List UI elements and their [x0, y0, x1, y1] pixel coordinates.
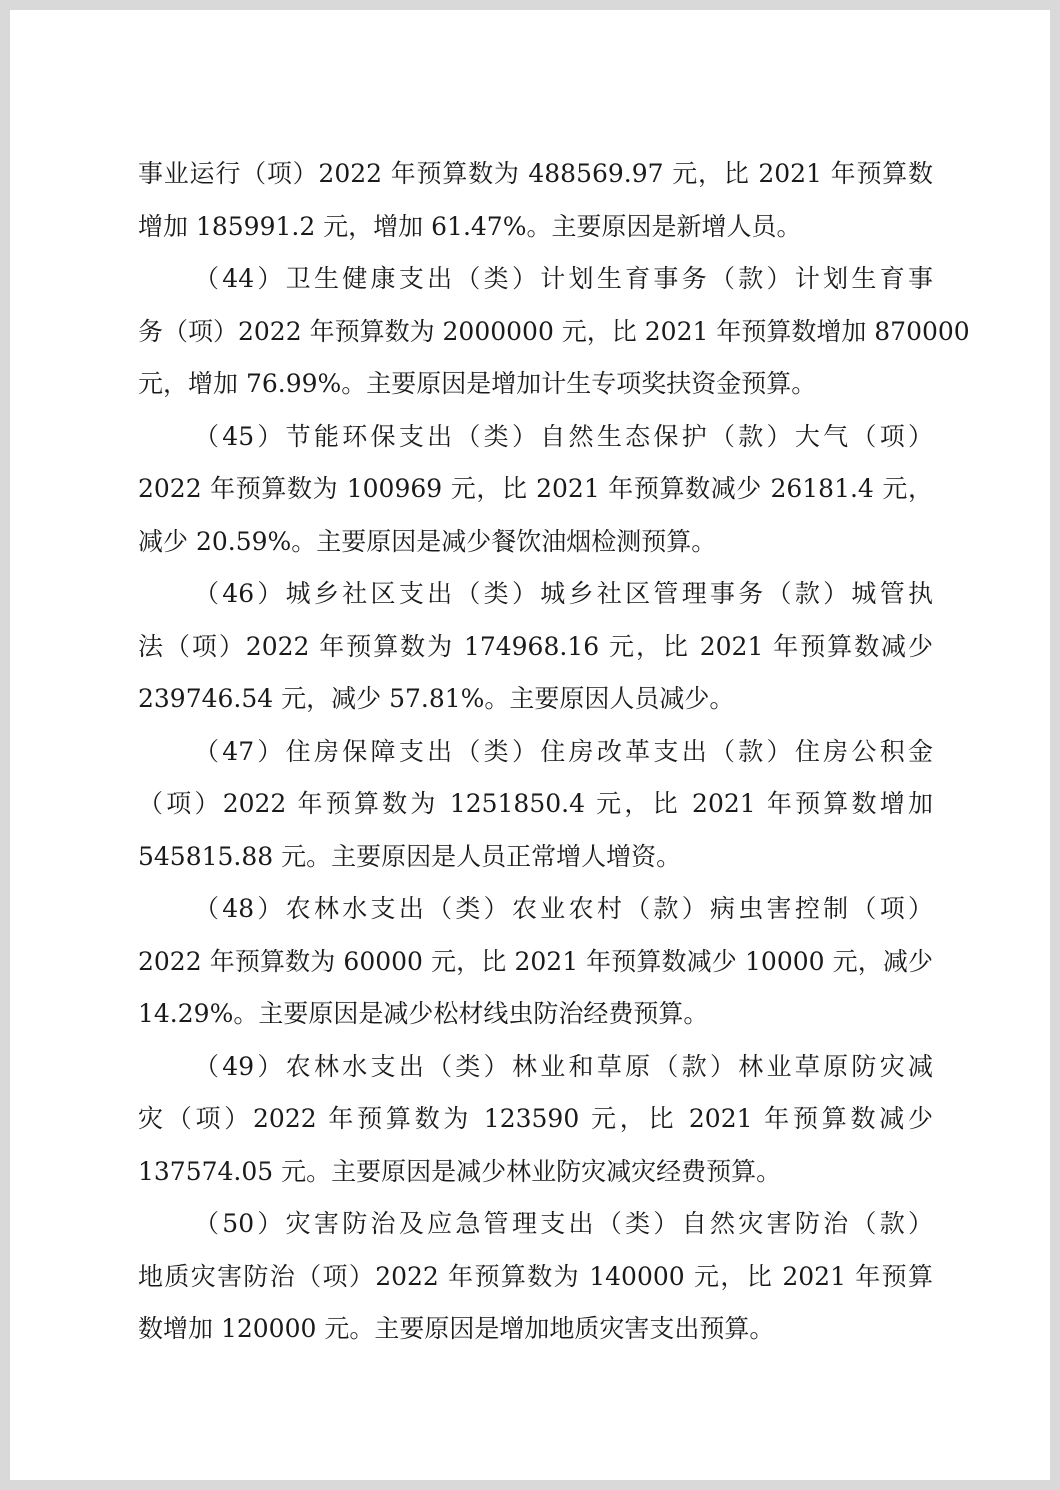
paragraph-46: [138, 568, 933, 726]
paragraph-47: [138, 726, 933, 884]
paragraph-45: [138, 411, 933, 569]
paragraph-43-continued: [138, 148, 933, 253]
text-line: 2022 年预算数为 60000 元，比 2021 年预算数减少 10000 元，减少: [138, 946, 933, 976]
paragraph-48: [138, 883, 933, 1041]
text-line: 务（项）2022 年预算数为 2000000 元，比 2021 年预算数增加 870000: [138, 316, 970, 346]
paragraph-49: [138, 1041, 933, 1199]
text-line: 法（项）2022 年预算数为 174968.16 元，比 2021 年预算数减少: [138, 631, 933, 661]
document-body: [138, 148, 970, 1356]
text-line: 137574.05 元。主要原因是减少林业防灾减灾经费预算。: [138, 1156, 782, 1186]
text-line: 2022 年预算数为 100969 元，比 2021 年预算数减少 26181.4 元，: [138, 474, 933, 503]
text-line: 数增加 120000 元。主要原因是增加地质灾害支出预算。: [138, 1314, 775, 1343]
document-page: [10, 10, 1050, 1480]
text-line: 545815.88 元。主要原因是人员正常增人增资。: [138, 841, 682, 871]
paragraph-50: [138, 1198, 933, 1356]
text-line: 减少 20.59%。主要原因是减少餐饮油烟检测预算。: [138, 526, 717, 556]
paragraph-44: [138, 253, 970, 411]
text-line: （45）节能环保支出（类）自然生态保护（款）大气（项）: [194, 421, 933, 451]
text-line: （47）住房保障支出（类）住房改革支出（款）住房公积金: [194, 736, 933, 766]
text-line: 元，增加 76.99%。主要原因是增加计生专项奖扶资金预算。: [138, 369, 817, 398]
text-line: 地质灾害防治（项）2022 年预算数为 140000 元，比 2021 年预算: [138, 1261, 933, 1291]
text-line: （50）灾害防治及应急管理支出（类）自然灾害防治（款）: [194, 1209, 933, 1238]
text-line: （46）城乡社区支出（类）城乡社区管理事务（款）城管执: [194, 579, 933, 608]
text-line: （48）农林水支出（类）农业农村（款）病虫害控制（项）: [194, 894, 933, 923]
text-line: （49）农林水支出（类）林业和草原（款）林业草原防灾减: [194, 1051, 933, 1081]
text-line: （44）卫生健康支出（类）计划生育事务（款）计划生育事: [194, 264, 933, 293]
text-line: （项）2022 年预算数为 1251850.4 元，比 2021 年预算数增加: [138, 789, 933, 818]
text-line: 增加 185991.2 元，增加 61.47%。主要原因是新增人员。: [138, 211, 802, 241]
text-line: 灾（项）2022 年预算数为 123590 元，比 2021 年预算数减少: [138, 1104, 933, 1133]
text-line: 事业运行（项）2022 年预算数为 488569.97 元，比 2021 年预算数: [138, 159, 933, 188]
text-line: 14.29%。主要原因是减少松材线虫防治经费预算。: [138, 999, 709, 1028]
text-line: 239746.54 元，减少 57.81%。主要原因人员减少。: [138, 684, 735, 713]
